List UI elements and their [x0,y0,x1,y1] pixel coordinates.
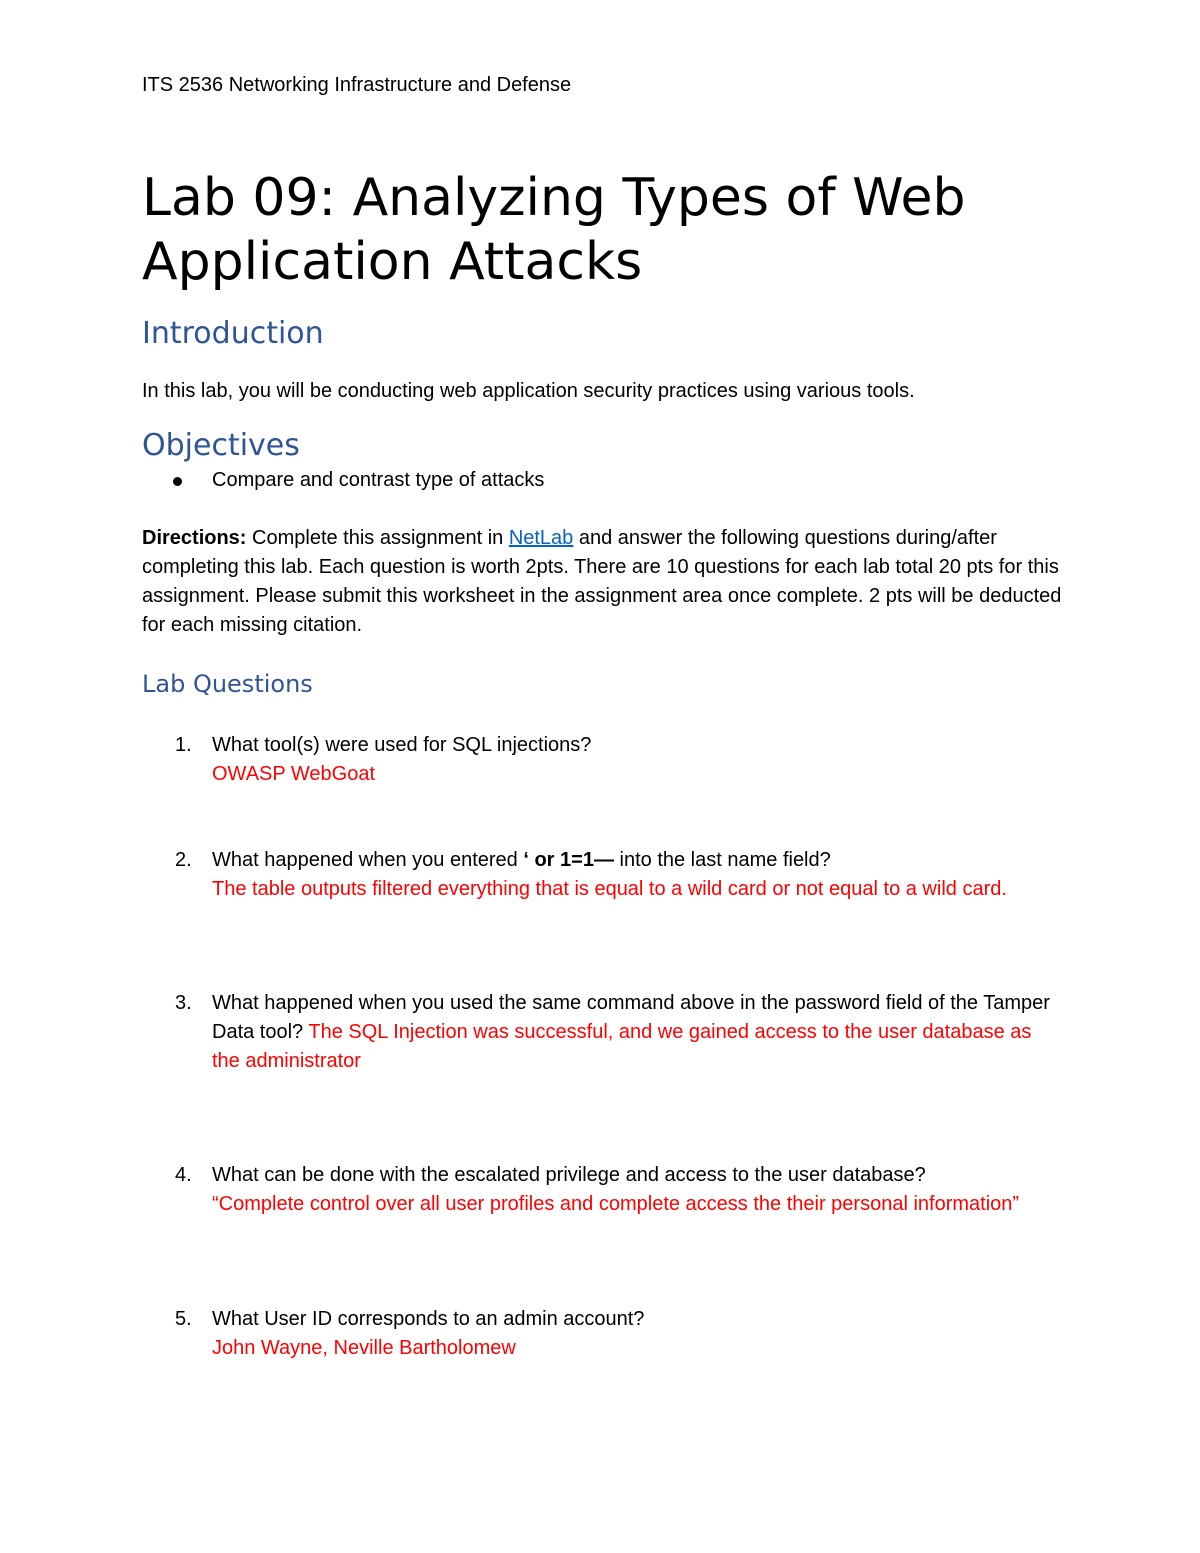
answer-text: John Wayne, Neville Bartholomew [212,1337,516,1359]
question-number: 2. [175,849,192,871]
question-item [175,1305,1055,1363]
answer-text: The SQL Injection was successful, and we gained access to the user database as the administrator [212,1021,1032,1072]
question-number: 5. [175,1308,192,1330]
directions-paragraph [142,524,1062,640]
directions-text-before: Complete this assignment in [246,527,509,549]
question-with-answer [212,989,1055,1076]
question-text [212,846,1055,875]
bullet-icon [173,477,182,486]
lab-questions-heading: Lab Questions [142,670,313,698]
question-text: What can be done with the escalated privilege and access to the user database? [212,1164,926,1186]
objective-item: Compare and contrast type of attacks [212,469,545,491]
question-number: 3. [175,992,192,1014]
question-item [175,989,1055,1076]
answer-text: “Complete control over all user profiles and complete access the their personal information” [212,1193,1020,1215]
introduction-text: In this lab, you will be conducting web application security practices using various tools. [142,380,915,402]
question-item [175,731,1055,789]
question-text: What happened when you used the same command above in the password field of the Tamper Data tool? [212,992,1050,1043]
answer-text: The table outputs filtered everything that is equal to a wild card or not equal to a wild card. [212,878,1007,900]
question-text: What User ID corresponds to an admin account? [212,1308,645,1330]
question-text-after: into the last name field? [613,849,831,871]
question-item [175,846,1055,904]
netlab-link[interactable]: NetLab [508,527,574,549]
introduction-heading: Introduction [142,316,324,351]
objectives-heading: Objectives [142,428,300,463]
question-code: ‘ or 1=1— [523,849,614,871]
page-title: Lab 09: Analyzing Types of Web Application Attacks [142,168,966,292]
question-item [175,1161,1055,1219]
directions-text-after: and answer the following questions during/after completing this lab. Each question is worth 2pts. There are 10 questions for each lab total 20 pts for this assignment. Please submit this worksheet in the assignment area once complete. 2 pts will be deducted for each missing citation. [142,527,1062,636]
question-number: 4. [175,1164,192,1186]
document-header: ITS 2536 Networking Infrastructure and Defense [142,74,572,96]
question-text: What tool(s) were used for SQL injections? [212,734,592,756]
question-number: 1. [175,734,192,756]
question-text-before: What happened when you entered [212,849,524,871]
answer-text: OWASP WebGoat [212,763,376,785]
directions-label: Directions: [142,527,247,549]
